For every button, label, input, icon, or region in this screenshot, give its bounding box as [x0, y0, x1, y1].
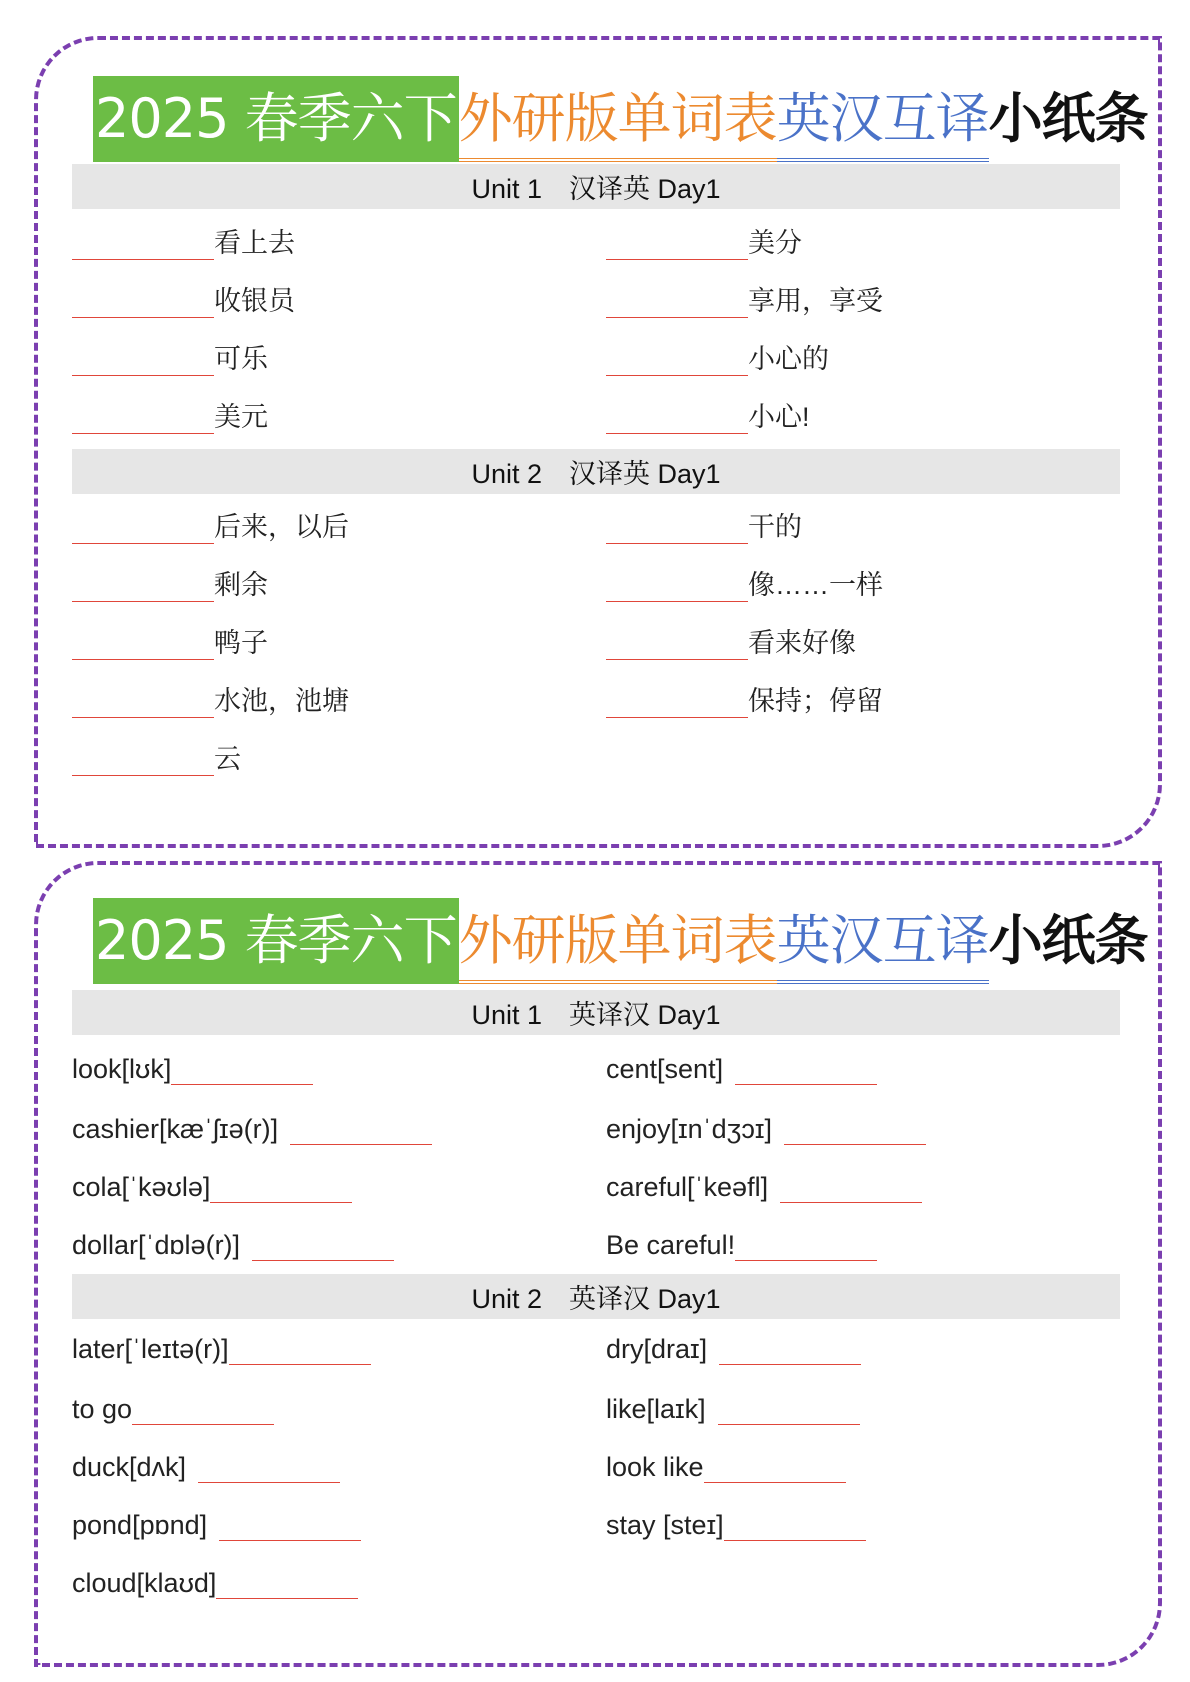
- list-item: [606, 216, 802, 260]
- word-prompt: 可乐: [214, 344, 268, 374]
- list-item: [72, 332, 268, 376]
- word-prompt: to go: [72, 1394, 133, 1424]
- list-item: [72, 274, 295, 318]
- word-prompt: enjoy[ɪnˈdʒɔɪ]: [606, 1114, 773, 1144]
- answer-blank[interactable]: [719, 1334, 861, 1365]
- section-header-unit2: Unit 2 汉译英 Day1: [72, 449, 1120, 494]
- list-item: [72, 1217, 394, 1261]
- section-header-unit2: Unit 2 英译汉 Day1: [72, 1274, 1120, 1319]
- list-item: [606, 274, 883, 318]
- word-prompt: later[ˈleɪtə(r)]: [72, 1334, 229, 1364]
- word-prompt: dry[draɪ]: [606, 1334, 708, 1364]
- answer-blank[interactable]: [132, 1394, 274, 1425]
- list-item: [72, 1497, 361, 1541]
- answer-blank[interactable]: [72, 571, 214, 602]
- section-header-unit1: Unit 1 英译汉 Day1: [72, 990, 1120, 1035]
- word-prompt: cent[sent]: [606, 1054, 724, 1084]
- word-prompt: stay [steɪ]: [606, 1510, 724, 1540]
- list-item: [606, 616, 856, 660]
- answer-blank[interactable]: [780, 1172, 922, 1203]
- list-item: [72, 1381, 274, 1425]
- word-prompt: 云: [214, 744, 241, 774]
- section-header-unit1: Unit 1 汉译英 Day1: [72, 164, 1120, 209]
- word-prompt: duck[dʌk]: [72, 1452, 187, 1482]
- answer-blank[interactable]: [72, 745, 214, 776]
- word-prompt: 保持；停留: [748, 686, 883, 716]
- word-prompt: cola[ˈkəʊlə]: [72, 1172, 211, 1202]
- answer-blank[interactable]: [72, 513, 214, 544]
- list-item: [72, 216, 295, 260]
- answer-blank[interactable]: [252, 1230, 394, 1261]
- list-item: [606, 332, 829, 376]
- title-translation: 英汉互译: [777, 898, 989, 984]
- list-item: [72, 616, 268, 660]
- word-prompt: 像……一样: [748, 570, 883, 600]
- answer-blank[interactable]: [606, 345, 748, 376]
- list-item: [606, 1041, 877, 1085]
- word-prompt: 美分: [748, 228, 802, 258]
- answer-blank[interactable]: [606, 687, 748, 718]
- list-item: [606, 1101, 926, 1145]
- word-prompt: cashier[kæˈʃɪə(r)]: [72, 1114, 279, 1144]
- word-prompt: Be careful!: [606, 1230, 736, 1260]
- title-year-grade: 2025 春季六下: [93, 898, 459, 984]
- list-item: [606, 390, 810, 434]
- list-item: [72, 1101, 432, 1145]
- answer-blank[interactable]: [784, 1114, 926, 1145]
- word-prompt: 美元: [214, 402, 268, 432]
- list-item: [72, 1041, 313, 1085]
- list-item: [606, 1321, 861, 1365]
- answer-blank[interactable]: [72, 287, 214, 318]
- word-prompt: cloud[klaʊd]: [72, 1568, 217, 1598]
- list-item: [72, 1321, 371, 1365]
- list-item: [606, 1439, 846, 1483]
- answer-blank[interactable]: [606, 403, 748, 434]
- worksheet-card-en-zh: [34, 861, 1162, 1667]
- worksheet-card-zh-en: [34, 36, 1162, 848]
- answer-blank[interactable]: [724, 1510, 866, 1541]
- title-year-grade: 2025 春季六下: [93, 76, 459, 162]
- answer-blank[interactable]: [72, 403, 214, 434]
- word-prompt: dollar[ˈdɒlə(r)]: [72, 1230, 241, 1260]
- title-textbook: 外研版单词表: [459, 76, 777, 162]
- page-title: [93, 76, 1148, 162]
- answer-blank[interactable]: [210, 1172, 352, 1203]
- word-prompt: 看上去: [214, 228, 295, 258]
- list-item: [606, 558, 883, 602]
- list-item: [72, 1439, 340, 1483]
- answer-blank[interactable]: [606, 513, 748, 544]
- list-item: [72, 558, 268, 602]
- answer-blank[interactable]: [704, 1452, 846, 1483]
- title-textbook: 外研版单词表: [459, 898, 777, 984]
- list-item: [606, 500, 802, 544]
- answer-blank[interactable]: [72, 687, 214, 718]
- word-prompt: like[laɪk]: [606, 1394, 706, 1424]
- answer-blank[interactable]: [171, 1054, 313, 1085]
- list-item: [72, 1159, 352, 1203]
- answer-blank[interactable]: [72, 345, 214, 376]
- answer-blank[interactable]: [290, 1114, 432, 1145]
- word-prompt: look[lʊk]: [72, 1054, 172, 1084]
- word-prompt: 干的: [748, 512, 802, 542]
- title-translation: 英汉互译: [777, 76, 989, 162]
- answer-blank[interactable]: [606, 229, 748, 260]
- list-item: [72, 732, 241, 776]
- answer-blank[interactable]: [606, 571, 748, 602]
- word-prompt: careful[ˈkeəfl]: [606, 1172, 769, 1202]
- list-item: [606, 1159, 922, 1203]
- word-prompt: 收银员: [214, 286, 295, 316]
- word-prompt: 小心!: [748, 402, 810, 432]
- answer-blank[interactable]: [229, 1334, 371, 1365]
- word-prompt: 水池，池塘: [214, 686, 349, 716]
- list-item: [72, 390, 268, 434]
- answer-blank[interactable]: [216, 1568, 358, 1599]
- word-prompt: 小心的: [748, 344, 829, 374]
- answer-blank[interactable]: [735, 1054, 877, 1085]
- answer-blank[interactable]: [72, 629, 214, 660]
- answer-blank[interactable]: [219, 1510, 361, 1541]
- answer-blank[interactable]: [606, 629, 748, 660]
- answer-blank[interactable]: [718, 1394, 860, 1425]
- list-item: [606, 1497, 866, 1541]
- page-title: [93, 898, 1148, 984]
- list-item: [72, 674, 349, 718]
- title-slip: 小纸条: [988, 909, 1148, 972]
- answer-blank[interactable]: [735, 1230, 877, 1261]
- word-prompt: look like: [606, 1452, 704, 1482]
- word-prompt: 看来好像: [748, 628, 856, 658]
- list-item: [606, 674, 883, 718]
- list-item: [606, 1381, 860, 1425]
- word-prompt: 鸭子: [214, 628, 268, 658]
- answer-blank[interactable]: [198, 1452, 340, 1483]
- list-item: [606, 1217, 877, 1261]
- word-prompt: 享用，享受: [748, 286, 883, 316]
- answer-blank[interactable]: [606, 287, 748, 318]
- list-item: [72, 500, 349, 544]
- word-prompt: 剩余: [214, 570, 268, 600]
- title-slip: 小纸条: [988, 87, 1148, 150]
- word-prompt: 后来，以后: [214, 512, 349, 542]
- list-item: [72, 1555, 358, 1599]
- answer-blank[interactable]: [72, 229, 214, 260]
- word-prompt: pond[pɒnd]: [72, 1510, 208, 1540]
